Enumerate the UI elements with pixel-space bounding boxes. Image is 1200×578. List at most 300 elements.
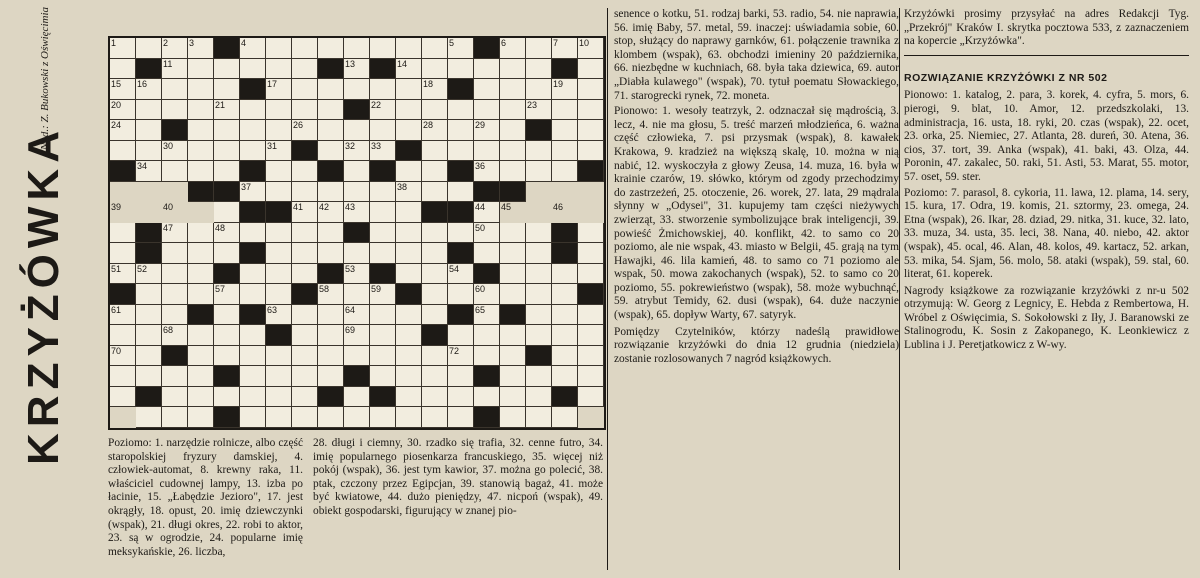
letter-cell[interactable] [370, 305, 396, 326]
letter-cell[interactable] [292, 305, 318, 326]
letter-cell[interactable] [266, 407, 292, 428]
letter-cell[interactable] [292, 38, 318, 59]
letter-cell[interactable] [396, 243, 422, 264]
letter-cell[interactable] [292, 202, 318, 223]
letter-cell[interactable] [162, 223, 188, 244]
letter-cell[interactable] [266, 120, 292, 141]
letter-cell[interactable] [240, 346, 266, 367]
clues-down: Pionowo: 1. wesoły teatrzyk, 2. odznaczał się mądrością, 3. lecz, 4. nie ma głosu, 5. treść marzeń młodzieńca, 6. ważna część człowieka, 7. psi przysmak (wspak), 8. kawałek Krakowa, 9. kradzież na większą skalę, 10. można w nią nabić, 12. wyskoczyła z głowy Zeusa, 14. muza, 16. była w krainie czarów, 19. słówko, którym od zgody przechodzimy do zastrzeżeń, 25. otoczenie, 26. worek, 27. lata, 29 mądrala słynny w „Odysei", 31. kupujemy tam części nieżywych zwierząt, 33. stworzenie symbolizujące brak inteligencji, 39. powieść Żmichowskiej, 40. konflikt, 42. to samo co 20 poziomo, ale nie wspak, 43. miasto w Belgii, 45. grają na tym Hawajki, 46. lila kamień, 48. to samo co 71 poziomo ale wspak, 50. mowa zakochanych (wspak), 52. to samo co 20 poziomo, 55. pokrewieństwo (wspak), 58. może wybuchnąć, 59. atrybut Temidy, 62. dusi (wspak), 64. duże naczynie (wspak), 65. dopływ Warty, 67. satyryk. [614, 105, 899, 322]
letter-cell[interactable] [526, 264, 552, 285]
letter-cell[interactable] [552, 264, 578, 285]
letter-cell[interactable] [214, 284, 240, 305]
letter-cell[interactable] [344, 243, 370, 264]
letter-cell[interactable] [500, 325, 526, 346]
letter-cell[interactable] [526, 366, 552, 387]
letter-cell[interactable] [162, 38, 188, 59]
letter-cell[interactable] [500, 243, 526, 264]
letter-cell[interactable] [474, 59, 500, 80]
prize-note: Pomiędzy Czytelników, którzy nadeślą prawidłowe rozwiązanie krzyżówki do dnia 12 grudnia (niedziela) zostanie rozlosowanych 7 nagród książkowych. [614, 325, 899, 365]
letter-cell[interactable] [214, 100, 240, 121]
letter-cell[interactable] [292, 59, 318, 80]
letter-cell[interactable] [500, 223, 526, 244]
letter-cell[interactable] [526, 387, 552, 408]
letter-cell[interactable] [266, 79, 292, 100]
letter-cell[interactable] [578, 38, 604, 59]
letter-cell[interactable] [214, 202, 240, 223]
letter-cell[interactable] [396, 366, 422, 387]
letter-cell[interactable] [552, 79, 578, 100]
letter-cell[interactable] [292, 325, 318, 346]
letter-cell[interactable] [396, 264, 422, 285]
letter-cell[interactable] [266, 346, 292, 367]
letter-cell[interactable] [448, 100, 474, 121]
letter-cell[interactable] [266, 161, 292, 182]
letter-cell[interactable] [422, 59, 448, 80]
letter-cell[interactable] [344, 182, 370, 203]
letter-cell[interactable] [578, 387, 604, 408]
letter-cell[interactable] [370, 223, 396, 244]
letter-cell[interactable] [500, 387, 526, 408]
letter-cell[interactable] [214, 305, 240, 326]
letter-cell[interactable] [318, 120, 344, 141]
letter-cell[interactable] [526, 59, 552, 80]
letter-cell[interactable] [162, 243, 188, 264]
letter-cell[interactable] [162, 325, 188, 346]
letter-cell[interactable] [422, 387, 448, 408]
letter-cell[interactable] [240, 38, 266, 59]
letter-cell[interactable] [240, 264, 266, 285]
clue-number: 33 [371, 140, 382, 151]
letter-cell[interactable] [370, 141, 396, 162]
letter-cell[interactable] [344, 202, 370, 223]
letter-cell[interactable] [552, 325, 578, 346]
letter-cell[interactable] [214, 79, 240, 100]
letter-cell[interactable] [318, 38, 344, 59]
letter-cell[interactable] [422, 100, 448, 121]
letter-cell[interactable] [344, 407, 370, 428]
letter-cell[interactable] [578, 243, 604, 264]
letter-cell[interactable] [370, 120, 396, 141]
letter-cell[interactable] [448, 141, 474, 162]
letter-cell[interactable] [240, 366, 266, 387]
letter-cell[interactable] [266, 141, 292, 162]
letter-cell[interactable] [448, 182, 474, 203]
letter-cell[interactable] [136, 100, 162, 121]
letter-cell[interactable] [136, 264, 162, 285]
letter-cell[interactable] [500, 79, 526, 100]
letter-cell[interactable] [396, 346, 422, 367]
letter-cell[interactable] [188, 161, 214, 182]
letter-cell[interactable] [110, 79, 136, 100]
letter-cell[interactable] [552, 161, 578, 182]
letter-cell[interactable] [526, 305, 552, 326]
letter-cell[interactable] [110, 120, 136, 141]
letter-cell[interactable] [110, 100, 136, 121]
letter-cell[interactable] [422, 407, 448, 428]
letter-cell[interactable] [240, 387, 266, 408]
letter-cell[interactable] [214, 387, 240, 408]
black-square [214, 264, 240, 285]
letter-cell[interactable] [552, 305, 578, 326]
letter-cell[interactable] [448, 407, 474, 428]
letter-cell[interactable] [344, 120, 370, 141]
letter-cell[interactable] [344, 305, 370, 326]
letter-cell[interactable] [422, 346, 448, 367]
letter-cell[interactable] [370, 243, 396, 264]
letter-cell[interactable] [318, 223, 344, 244]
letter-cell[interactable] [240, 141, 266, 162]
letter-cell[interactable] [344, 325, 370, 346]
letter-cell[interactable] [188, 407, 214, 428]
letter-cell[interactable] [110, 264, 136, 285]
letter-cell[interactable] [292, 264, 318, 285]
letter-cell[interactable] [396, 182, 422, 203]
letter-cell[interactable] [526, 79, 552, 100]
letter-cell[interactable] [370, 325, 396, 346]
letter-cell[interactable] [370, 79, 396, 100]
letter-cell[interactable] [448, 38, 474, 59]
letter-cell[interactable] [526, 223, 552, 244]
letter-cell[interactable] [240, 100, 266, 121]
letter-cell[interactable] [500, 59, 526, 80]
letter-cell[interactable] [136, 284, 162, 305]
letter-cell[interactable] [448, 325, 474, 346]
letter-cell[interactable] [292, 387, 318, 408]
letter-cell[interactable] [188, 79, 214, 100]
letter-cell[interactable] [188, 325, 214, 346]
letter-cell[interactable] [552, 284, 578, 305]
letter-cell[interactable] [318, 79, 344, 100]
letter-cell[interactable] [500, 284, 526, 305]
letter-cell[interactable] [422, 141, 448, 162]
letter-cell[interactable] [344, 141, 370, 162]
letter-cell[interactable] [292, 407, 318, 428]
letter-cell[interactable] [578, 79, 604, 100]
letter-cell[interactable] [240, 284, 266, 305]
letter-cell[interactable] [422, 161, 448, 182]
letter-cell[interactable] [266, 284, 292, 305]
letter-cell[interactable] [396, 120, 422, 141]
letter-cell[interactable] [318, 284, 344, 305]
letter-cell[interactable] [422, 243, 448, 264]
letter-cell[interactable] [162, 141, 188, 162]
letter-cell[interactable] [344, 346, 370, 367]
letter-cell[interactable] [370, 38, 396, 59]
letter-cell[interactable] [422, 79, 448, 100]
letter-cell[interactable] [526, 407, 552, 428]
letter-cell[interactable] [214, 223, 240, 244]
letter-cell[interactable] [474, 284, 500, 305]
letter-cell[interactable] [136, 325, 162, 346]
letter-cell[interactable] [474, 346, 500, 367]
letter-cell[interactable] [500, 407, 526, 428]
letter-cell[interactable] [552, 141, 578, 162]
letter-cell[interactable] [474, 161, 500, 182]
letter-cell[interactable] [318, 202, 344, 223]
letter-cell[interactable] [344, 387, 370, 408]
letter-cell[interactable] [344, 59, 370, 80]
letter-cell[interactable] [578, 120, 604, 141]
letter-cell[interactable] [474, 223, 500, 244]
letter-cell[interactable] [240, 59, 266, 80]
letter-cell[interactable] [370, 202, 396, 223]
letter-cell[interactable] [188, 120, 214, 141]
letter-cell[interactable] [318, 182, 344, 203]
letter-cell[interactable] [344, 264, 370, 285]
letter-cell[interactable] [474, 243, 500, 264]
crossword-grid[interactable] [108, 36, 606, 430]
letter-cell[interactable] [396, 325, 422, 346]
letter-cell[interactable] [292, 120, 318, 141]
letter-cell[interactable] [526, 38, 552, 59]
clue-number: 59 [371, 284, 382, 294]
letter-cell[interactable] [266, 366, 292, 387]
letter-cell[interactable] [344, 284, 370, 305]
letter-cell[interactable] [552, 100, 578, 121]
letter-cell[interactable] [578, 223, 604, 244]
letter-cell[interactable] [162, 305, 188, 326]
letter-cell[interactable] [240, 407, 266, 428]
letter-cell[interactable] [474, 202, 500, 223]
letter-cell[interactable] [552, 120, 578, 141]
letter-cell[interactable] [474, 325, 500, 346]
letter-cell[interactable] [318, 141, 344, 162]
letter-cell[interactable] [292, 161, 318, 182]
letter-cell[interactable] [240, 120, 266, 141]
letter-cell[interactable] [396, 79, 422, 100]
letter-cell[interactable] [110, 38, 136, 59]
letter-cell[interactable] [552, 38, 578, 59]
letter-cell[interactable] [188, 38, 214, 59]
letter-cell[interactable] [110, 59, 136, 80]
letter-cell[interactable] [136, 141, 162, 162]
letter-cell[interactable] [396, 223, 422, 244]
letter-cell[interactable] [162, 407, 188, 428]
letter-cell[interactable] [162, 161, 188, 182]
letter-cell[interactable] [422, 366, 448, 387]
letter-cell[interactable] [552, 366, 578, 387]
grid-gap [578, 182, 604, 203]
letter-cell[interactable] [110, 387, 136, 408]
letter-cell[interactable] [370, 366, 396, 387]
letter-cell[interactable] [396, 305, 422, 326]
letter-cell[interactable] [422, 223, 448, 244]
letter-cell[interactable] [552, 346, 578, 367]
black-square [214, 38, 240, 59]
letter-cell[interactable] [292, 182, 318, 203]
letter-cell[interactable] [448, 223, 474, 244]
letter-cell[interactable] [266, 223, 292, 244]
letter-cell[interactable] [448, 264, 474, 285]
grid-gap [110, 407, 136, 428]
letter-cell[interactable] [396, 59, 422, 80]
letter-cell[interactable] [110, 366, 136, 387]
letter-cell[interactable] [526, 141, 552, 162]
letter-cell[interactable] [578, 366, 604, 387]
letter-cell[interactable] [110, 305, 136, 326]
letter-cell[interactable] [474, 120, 500, 141]
letter-cell[interactable] [188, 366, 214, 387]
letter-cell[interactable] [318, 305, 344, 326]
letter-cell[interactable] [344, 161, 370, 182]
letter-cell[interactable] [318, 100, 344, 121]
letter-cell[interactable] [110, 223, 136, 244]
letter-cell[interactable] [110, 325, 136, 346]
letter-cell[interactable] [396, 202, 422, 223]
letter-cell[interactable] [136, 120, 162, 141]
letter-cell[interactable] [422, 305, 448, 326]
letter-cell[interactable] [448, 346, 474, 367]
letter-cell[interactable] [214, 346, 240, 367]
letter-cell[interactable] [526, 325, 552, 346]
letter-cell[interactable] [500, 100, 526, 121]
clue-number: 70 [111, 345, 122, 356]
letter-cell[interactable] [526, 284, 552, 305]
letter-cell[interactable] [136, 346, 162, 367]
letter-cell[interactable] [266, 100, 292, 121]
letter-cell[interactable] [240, 325, 266, 346]
letter-cell[interactable] [136, 366, 162, 387]
letter-cell[interactable] [344, 38, 370, 59]
letter-cell[interactable] [526, 243, 552, 264]
letter-cell[interactable] [578, 141, 604, 162]
letter-cell[interactable] [422, 264, 448, 285]
letter-cell[interactable] [214, 120, 240, 141]
letter-cell[interactable] [526, 161, 552, 182]
letter-cell[interactable] [344, 79, 370, 100]
letter-cell[interactable] [214, 141, 240, 162]
letter-cell[interactable] [162, 264, 188, 285]
letter-cell[interactable] [162, 387, 188, 408]
letter-cell[interactable] [370, 182, 396, 203]
letter-cell[interactable] [162, 366, 188, 387]
letter-cell[interactable] [318, 366, 344, 387]
letter-cell[interactable] [448, 59, 474, 80]
letter-cell[interactable] [292, 223, 318, 244]
letter-cell[interactable] [162, 59, 188, 80]
letter-cell[interactable] [162, 79, 188, 100]
letter-cell[interactable] [578, 305, 604, 326]
letter-cell[interactable] [578, 59, 604, 80]
letter-cell[interactable] [188, 100, 214, 121]
black-square [552, 59, 578, 80]
letter-cell[interactable] [136, 407, 162, 428]
letter-cell[interactable] [110, 243, 136, 264]
letter-cell[interactable] [474, 79, 500, 100]
letter-cell[interactable] [214, 243, 240, 264]
grid-gap [552, 182, 578, 203]
letter-cell[interactable] [318, 346, 344, 367]
letter-cell[interactable] [448, 120, 474, 141]
letter-cell[interactable] [448, 284, 474, 305]
letter-cell[interactable] [552, 407, 578, 428]
letter-cell[interactable] [188, 141, 214, 162]
black-square [292, 141, 318, 162]
letter-cell[interactable] [396, 100, 422, 121]
letter-cell[interactable] [240, 223, 266, 244]
letter-cell[interactable] [292, 243, 318, 264]
letter-cell[interactable] [448, 387, 474, 408]
clue-number: 23 [527, 99, 538, 110]
letter-cell[interactable] [578, 325, 604, 346]
letter-cell[interactable] [422, 284, 448, 305]
letter-cell[interactable] [214, 325, 240, 346]
letter-cell[interactable] [526, 100, 552, 121]
letter-cell[interactable] [370, 346, 396, 367]
letter-cell[interactable] [500, 366, 526, 387]
letter-cell[interactable] [448, 366, 474, 387]
letter-cell[interactable] [188, 59, 214, 80]
letter-cell[interactable] [474, 305, 500, 326]
letter-cell[interactable] [396, 407, 422, 428]
letter-cell[interactable] [136, 38, 162, 59]
letter-cell[interactable] [110, 346, 136, 367]
letter-cell[interactable] [474, 100, 500, 121]
letter-cell[interactable] [500, 141, 526, 162]
letter-cell[interactable] [266, 387, 292, 408]
letter-cell[interactable] [110, 141, 136, 162]
letter-cell[interactable] [292, 100, 318, 121]
letter-cell[interactable] [422, 38, 448, 59]
letter-cell[interactable] [266, 59, 292, 80]
letter-cell[interactable] [266, 243, 292, 264]
letter-cell[interactable] [500, 38, 526, 59]
letter-cell[interactable] [578, 100, 604, 121]
letter-cell[interactable] [188, 346, 214, 367]
letter-cell[interactable] [214, 59, 240, 80]
letter-cell[interactable] [318, 243, 344, 264]
letter-cell[interactable] [266, 38, 292, 59]
letter-cell[interactable] [474, 387, 500, 408]
letter-cell[interactable] [474, 141, 500, 162]
letter-cell[interactable] [370, 407, 396, 428]
letter-cell[interactable] [188, 243, 214, 264]
letter-cell[interactable] [136, 305, 162, 326]
letter-cell[interactable] [318, 407, 344, 428]
letter-cell[interactable] [370, 100, 396, 121]
letter-cell[interactable] [266, 182, 292, 203]
letter-cell[interactable] [578, 264, 604, 285]
letter-cell[interactable] [318, 325, 344, 346]
letter-cell[interactable] [188, 223, 214, 244]
letter-cell[interactable] [370, 284, 396, 305]
letter-cell[interactable] [188, 264, 214, 285]
letter-cell[interactable] [500, 264, 526, 285]
letter-cell[interactable] [162, 284, 188, 305]
letter-cell[interactable] [500, 161, 526, 182]
letter-cell[interactable] [422, 120, 448, 141]
letter-cell[interactable] [396, 387, 422, 408]
letter-cell[interactable] [136, 79, 162, 100]
letter-cell[interactable] [240, 182, 266, 203]
letter-cell[interactable] [266, 264, 292, 285]
letter-cell[interactable] [396, 161, 422, 182]
letter-cell[interactable] [500, 346, 526, 367]
letter-cell[interactable] [162, 100, 188, 121]
letter-cell[interactable] [396, 38, 422, 59]
letter-cell[interactable] [136, 161, 162, 182]
letter-cell[interactable] [188, 387, 214, 408]
letter-cell[interactable] [500, 120, 526, 141]
letter-cell[interactable] [214, 161, 240, 182]
letter-cell[interactable] [578, 346, 604, 367]
letter-cell[interactable] [292, 346, 318, 367]
letter-cell[interactable] [266, 305, 292, 326]
letter-cell[interactable] [292, 366, 318, 387]
letter-cell[interactable] [422, 182, 448, 203]
letter-cell[interactable] [292, 79, 318, 100]
letter-cell[interactable] [188, 284, 214, 305]
